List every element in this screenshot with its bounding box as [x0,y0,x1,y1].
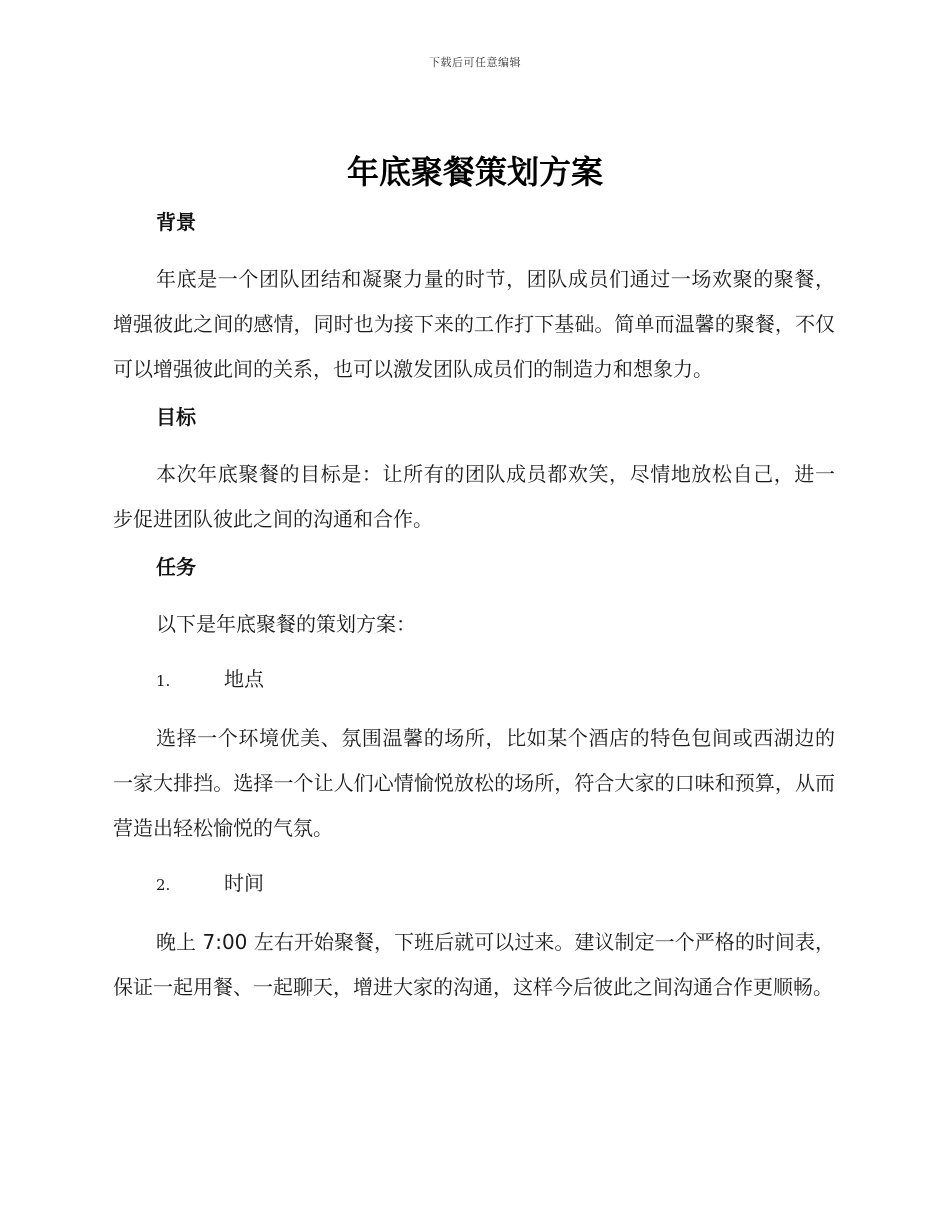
list-number: 2. [156,876,171,894]
paragraph-goal: 本次年底聚餐的目标是：让所有的团队成员都欢笑，尽情地放松自己，进一步促进团队彼此之间的沟通和合作。 [113,462,835,531]
paragraph-time: 晚上 7:00 左右开始聚餐，下班后就可以过来。建议制定一个严格的时间表，保证一起用餐、一起聊天，增进大家的沟通，这样今后彼此之间沟通合作更顺畅。 [113,930,835,999]
list-item-time [113,861,835,908]
list-number: 1. [156,672,171,690]
section-heading-tasks: 任务 [156,555,196,579]
list-label-location: 地点 [224,667,264,691]
paragraph-location: 选择一个环境优美、氛围温馨的场所，比如某个酒店的特色包间或西湖边的一家大排挡。选择一个让人们心情愉悦放松的场所，符合大家的口味和预算，从而营造出轻松愉悦的气氛。 [113,726,835,840]
list-item-location [113,657,835,704]
paragraph-background: 年底是一个团队团结和凝聚力量的时节，团队成员们通过一场欢聚的聚餐，增强彼此之间的感情，同时也为接下来的工作打下基础。简单而温馨的聚餐，不仅可以增强彼此间的关系，也可以激发团队成员们的制造力和想象力。 [113,267,835,381]
document-title: 年底聚餐策划方案 [346,153,603,191]
document-body [113,200,835,1020]
header-note: 下载后可任意编辑 [429,56,521,69]
section-heading-goal: 目标 [156,405,196,429]
list-label-time: 时间 [224,871,264,895]
paragraph-tasks-intro: 以下是年底聚餐的策划方案： [156,612,416,636]
section-heading-background: 背景 [156,210,196,234]
